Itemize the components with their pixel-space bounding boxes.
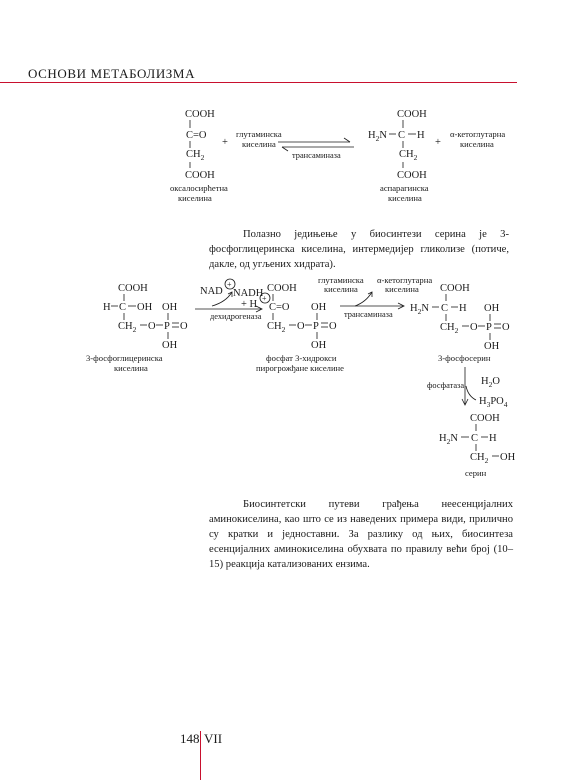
oxaloacetic-acid-caption-2: киселина — [178, 193, 212, 203]
svg-text:O: O — [502, 322, 510, 333]
plus-sign: + — [435, 137, 441, 148]
glutamic-acid-label-2: киселина — [324, 284, 358, 294]
svg-text:H2N: $H_2N$ — [368, 130, 387, 143]
dehydrogenase-label: дехидрогеназа — [210, 312, 262, 321]
phosphoglyceric-acid-caption-2: киселина — [114, 363, 148, 373]
glutamic-acid-label-1: глутаминска — [318, 275, 364, 285]
body-paragraph-biosynthesis-summary: Биосинтетски путеви грађења неесенцијалних аминокиселина, као што се из наведених примера види, прилично су кратки и једноставни. За разлику од њих, биосинтеза есенцијалних аминокиселина обухвата по правилу већи број (10–15) реакција катализованих ензима. — [209, 499, 513, 570]
ketoglutaric-acid-label-1: α-кетоглутарна — [377, 275, 433, 285]
svg-text:O: O — [297, 321, 305, 332]
svg-text:C=O: C=O — [186, 130, 207, 141]
phosphohydroxypyruvate-caption-2: пирогрожђане киселине — [256, 363, 344, 373]
svg-text:COOH: COOH — [185, 109, 215, 120]
phosphoglyceric-acid-caption-1: 3-фосфоглицеринска — [86, 353, 163, 363]
svg-text:OH: OH — [311, 340, 327, 351]
svg-text:CH2: $CH_2$ — [118, 321, 137, 334]
phosphoglyceric-acid-structure — [103, 283, 188, 351]
transaminase-label: трансаминаза — [344, 310, 393, 319]
svg-text:P: P — [164, 321, 170, 332]
transaminase-label: трансаминаза — [292, 151, 341, 160]
svg-text:COOH: COOH — [397, 170, 427, 181]
svg-text:O: O — [180, 321, 188, 332]
svg-text:CH2: $CH_2$ — [267, 321, 286, 334]
svg-text:H: H — [103, 302, 111, 313]
footer-rule — [200, 731, 201, 780]
running-header: ОСНОВИ МЕТАБОЛИЗМА — [28, 66, 196, 81]
svg-text:COOH: COOH — [397, 109, 427, 120]
equilibrium-arrows — [278, 138, 354, 151]
svg-text:COOH: COOH — [440, 283, 470, 294]
svg-text:CH2: $CH_2$ — [440, 322, 459, 335]
ketoglutaric-acid-label-1: α-кетоглутарна — [450, 129, 506, 139]
svg-text:CH2: $CH_2$ — [399, 149, 418, 162]
chapter-number: VII — [204, 731, 223, 746]
svg-text:OH: OH — [484, 341, 500, 352]
water-label: $H_2O$ — [481, 376, 500, 389]
plus-sign: + — [222, 137, 228, 148]
phosphatase-label: фосфатаза — [427, 381, 465, 390]
svg-text:COOH: COOH — [267, 283, 297, 294]
svg-text:CH2: $CH_2$ — [470, 452, 489, 465]
svg-text:COOH: COOH — [118, 283, 148, 294]
glutamic-acid-label-2: киселина — [242, 139, 276, 149]
svg-text:H2N: $H_2N$ — [410, 303, 429, 316]
svg-text:P: P — [313, 321, 319, 332]
svg-text:C: C — [471, 433, 479, 444]
charge-plus-sign: + — [227, 280, 232, 289]
svg-text:H: H — [459, 303, 467, 314]
phosphoserine-structure — [410, 283, 510, 352]
oxaloacetic-acid-structure — [185, 109, 215, 181]
svg-text:H2N: $H_2N$ — [439, 433, 458, 446]
phosphohydroxypyruvate-caption-1: фосфат 3-хидрокси — [266, 353, 337, 363]
h-plus-label: + H — [241, 299, 258, 310]
aspartic-acid-structure — [368, 109, 427, 181]
phosphoserine-caption: 3-фосфосерин — [438, 353, 491, 363]
svg-text:H: H — [417, 130, 425, 141]
svg-text:OH: OH — [500, 452, 516, 463]
nadh-label: NADH — [233, 288, 264, 299]
svg-text:C: C — [441, 303, 449, 314]
body-paragraph-serine-intro: Полазно једињење у биосинтези серина је 3-фосфоглицеринска киселина, интермедијер гликолизе (потиче, дакле, од угљених хидрата). — [209, 229, 509, 270]
serine-caption: серин — [465, 468, 487, 478]
svg-text:COOH: COOH — [470, 413, 500, 424]
svg-text:OH: OH — [311, 302, 327, 313]
aspartic-acid-caption-1: аспарагинска — [380, 183, 429, 193]
aspartic-acid-caption-2: киселина — [388, 193, 422, 203]
svg-text:OH: OH — [162, 340, 178, 351]
svg-text:C=O: C=O — [269, 302, 290, 313]
cofactor-curved-arrow — [355, 292, 372, 306]
svg-text:C: C — [398, 130, 406, 141]
phosphoric-acid-label: $H_3PO_4$ — [479, 396, 508, 409]
svg-text:O: O — [148, 321, 156, 332]
svg-text:OH: OH — [137, 302, 153, 313]
glutamic-acid-label-1: глутаминска — [236, 129, 282, 139]
ketoglutaric-acid-label-2: киселина — [385, 284, 419, 294]
oxaloacetic-acid-caption-1: оксалосирћетна — [170, 183, 228, 193]
svg-text:P: P — [486, 322, 492, 333]
svg-text:O: O — [470, 322, 478, 333]
ketoglutaric-acid-label-2: киселина — [460, 139, 494, 149]
svg-text:CH2: $CH_2$ — [186, 149, 205, 162]
svg-text:OH: OH — [484, 303, 500, 314]
svg-text:COOH: COOH — [185, 170, 215, 181]
svg-text:C: C — [119, 302, 127, 313]
nad-label: NAD — [200, 286, 223, 297]
cofactor-curved-arrow — [466, 386, 476, 400]
page-number: 148 — [180, 731, 200, 746]
svg-text:OH: OH — [162, 302, 178, 313]
serine-structure — [439, 413, 516, 465]
svg-text:H: H — [489, 433, 497, 444]
charge-plus-sign: + — [262, 294, 267, 303]
svg-text:O: O — [329, 321, 337, 332]
